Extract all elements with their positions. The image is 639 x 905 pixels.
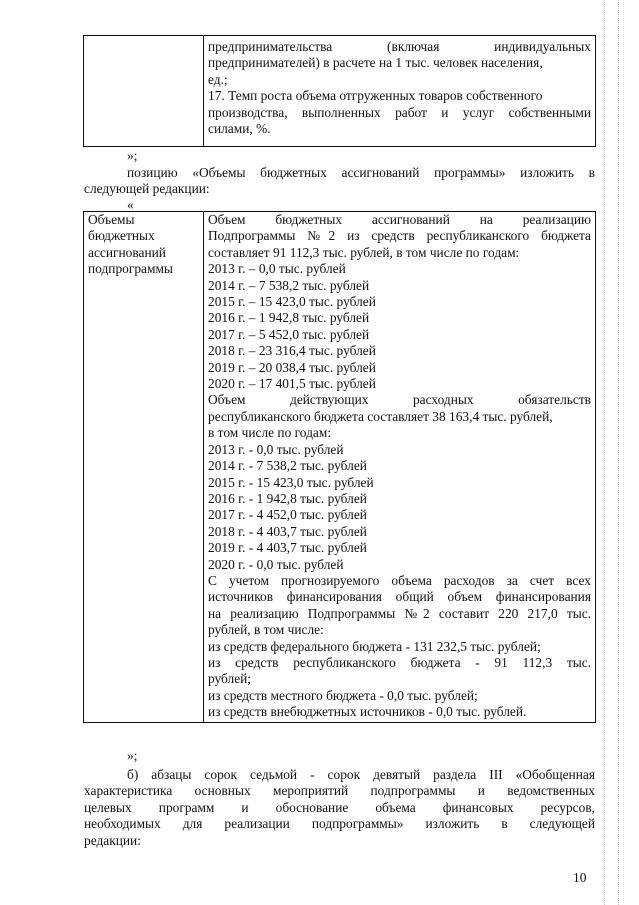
amendment-line: характеристика основных мероприятий подпрограммы и ведомственных [84, 783, 595, 799]
indicator-line: 17. Темп роста объема отгруженных товаров собственного [208, 88, 543, 104]
indicators-right-cell [204, 36, 596, 147]
budget-line: 2013 г. - 0,0 тыс. рублей [208, 441, 344, 457]
budget-line: 2016 г. - 1 942,8 тыс. рублей [208, 490, 367, 506]
amendment-line: целевых программ и обоснование объема финансовых ресурсов, [84, 799, 595, 815]
budget-label-line: бюджетных [88, 228, 155, 244]
opening-quote: « [127, 197, 134, 212]
budget-line: источников финансирования общий объем финансирования [208, 589, 591, 605]
scan-edge-line [604, 0, 605, 905]
page-number: 10 [573, 870, 587, 885]
indicator-line: производства, выполненных работ и услуг собственными [208, 104, 591, 120]
budget-line: Объем бюджетных ассигнований на реализацию [208, 212, 591, 227]
budget-line: Объем действующих расходных обязательств [208, 392, 591, 408]
amendment-line: необходимых для реализации подпрограммы» изложить в следующей [84, 816, 595, 832]
budget-line: 2019 г. – 20 038,4 тыс. рублей [208, 359, 376, 375]
budget-line: 2018 г. - 4 403,7 тыс. рублей [208, 523, 367, 539]
budget-label-line: ассигнований [88, 244, 166, 260]
intro-paragraph [84, 165, 595, 198]
indicator-line: предпринимателей) в расчете на 1 тыс. человек населения, [208, 55, 543, 71]
budget-line: из средств местного бюджета - 0,0 тыс. рублей; [208, 687, 478, 703]
budget-label-line: подпрограммы [88, 261, 173, 277]
indicator-line: силами, %. [208, 121, 271, 137]
budget-line: на реализацию Подпрограммы №2 составит 220 217,0 тыс. [208, 605, 591, 621]
indicators-left-cell [84, 36, 204, 147]
budget-line: из средств республиканского бюджета - 91 112,3 тыс. [208, 654, 591, 670]
budget-line: 2015 г. – 15 423,0 тыс. рублей [208, 294, 376, 310]
scan-edge-line [618, 0, 619, 905]
budget-line: рублей; [208, 671, 252, 687]
budget-line: 2017 г. – 5 452,0 тыс. рублей [208, 326, 370, 342]
budget-line: в том числе по годам: [208, 425, 332, 441]
budget-line: 2016 г. – 1 942,8 тыс. рублей [208, 310, 370, 326]
budget-line: 2019 г. - 4 403,7 тыс. рублей [208, 540, 367, 556]
indicator-line: ед.; [208, 71, 228, 87]
amendment-line: б) абзацы сорок седьмой - сорок девятый раздела III «Обобщенная [127, 767, 595, 782]
budget-line: 2014 г. – 7 538,2 тыс. рублей [208, 277, 370, 293]
budget-line: 2018 г. – 23 316,4 тыс. рублей [208, 343, 376, 359]
budget-value-cell [204, 212, 596, 723]
indicator-line: предпринимательства (включая индивидуальных [208, 39, 591, 54]
budget-line: Подпрограммы №2 из средств республиканского бюджета [208, 228, 591, 244]
amendment-line: редакции: [84, 832, 141, 848]
budget-line: из средств внебюджетных источников - 0,0 тыс. рублей. [208, 704, 527, 720]
budget-line: республиканского бюджета составляет 38 163,4 тыс. рублей, [208, 408, 553, 424]
budget-label-line: Объемы [88, 212, 135, 227]
budget-line: из средств федерального бюджета - 131 232,5 тыс. рублей; [208, 638, 541, 654]
budget-line: 2015 г. - 15 423,0 тыс. рублей [208, 474, 374, 490]
amendment-paragraph [84, 767, 595, 849]
budget-label-cell [84, 212, 204, 723]
intro-line: следующей редакции: [84, 181, 210, 197]
budget-line: составляет 91 112,3 тыс. рублей, в том числе по годам: [208, 244, 520, 260]
budget-line: 2020 г. – 17 401,5 тыс. рублей [208, 376, 376, 392]
indicators-table [83, 35, 596, 147]
budget-line: 2017 г. - 4 452,0 тыс. рублей [208, 507, 367, 523]
budget-line: рублей, в том числе: [208, 622, 324, 638]
closing-quote: »; [127, 748, 138, 763]
budget-line: С учетом прогнозируемого объема расходов за счет всех [208, 572, 591, 588]
budget-line: 2013 г. – 0,0 тыс. рублей [208, 261, 346, 277]
budget-line: 2020 г. - 0,0 тыс. рублей [208, 556, 344, 572]
closing-quote: »; [127, 148, 138, 163]
intro-line: позицию «Объемы бюджетных ассигнований программы» изложить в [127, 165, 595, 180]
budget-line: 2014 г. - 7 538,2 тыс. рублей [208, 458, 367, 474]
budget-table [83, 211, 596, 723]
